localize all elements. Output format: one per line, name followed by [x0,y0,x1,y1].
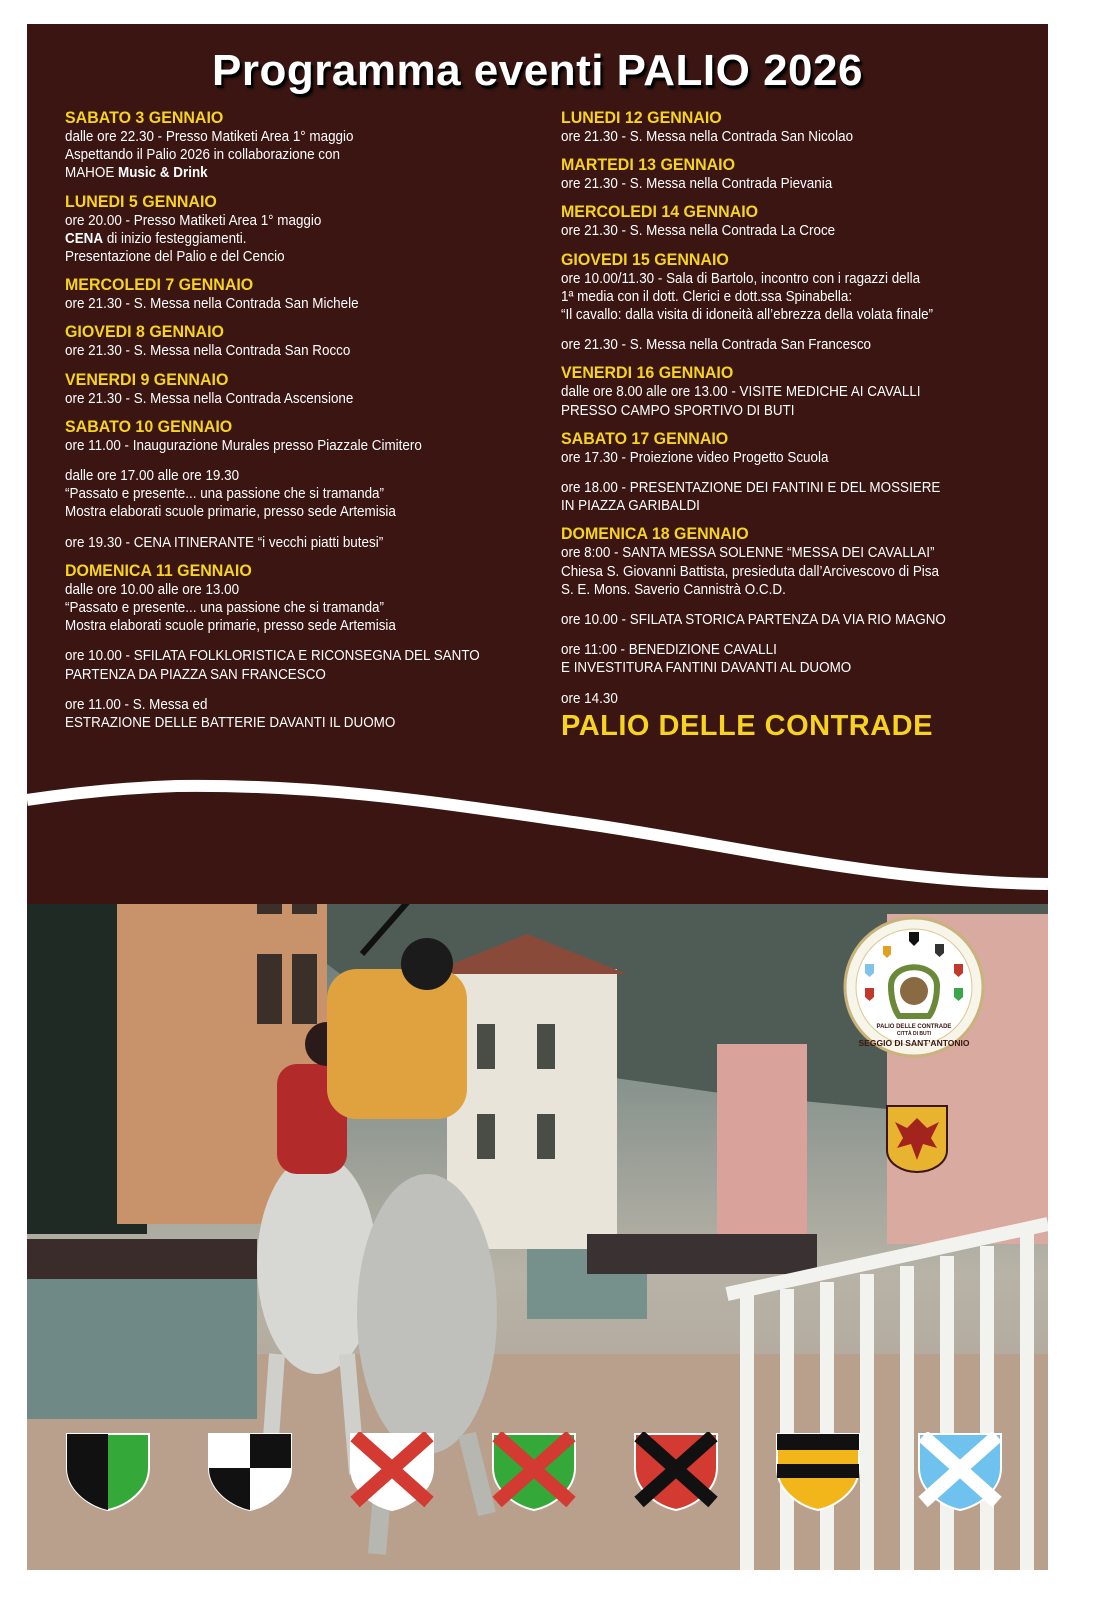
event-line: ore 10.00 - SFILATA STORICA PARTENZA DA VIA RIO MAGNO [561,612,946,629]
event-line: PRESSO CAMPO SPORTIVO DI BUTI [561,402,795,419]
event-line: ore 11:00 - BENEDIZIONE CAVALLI [561,642,777,659]
event-day: MERCOLEDI 7 GENNAIO [65,275,254,295]
event-line: dalle ore 17.00 alle ore 19.30 [65,468,240,485]
event-line: dalle ore 8.00 alle ore 13.00 - VISITE MEDICHE AI CAVALLI [561,384,921,401]
event-day: LUNEDI 12 GENNAIO [561,108,722,127]
event-day: LUNEDI 5 GENNAIO [65,191,217,211]
emblem-text-3: SEGGIO DI SANT'ANTONIO [858,1038,970,1048]
event-day: GIOVEDI 15 GENNAIO [561,249,729,269]
event-block [65,322,535,360]
event-line: dalle ore 10.00 alle ore 13.00 [65,581,240,598]
event-line: ore 14.30 [561,690,618,707]
spacer [561,599,1031,611]
shield-checkered-icon [207,1432,293,1512]
event-block [65,370,535,408]
wave-divider [27,764,1048,934]
emblem-text-1: PALIO DELLE CONTRADE [876,1024,952,1030]
event-day: DOMENICA 11 GENNAIO [65,560,252,580]
event-day: MERCOLEDI 14 GENNAIO [561,202,759,222]
event-line: ore 11.00 - S. Messa ed [65,696,208,713]
page-title: Programma eventi PALIO 2026 [212,46,863,95]
event-line: Mostra elaborati scuole primarie, presso sede Artemisia [65,504,396,521]
event-block [561,202,1031,240]
event-line: dalle ore 22.30 - Presso Matiketi Area 1° maggio [65,129,354,145]
event-line: ore 20.00 - Presso Matiketi Area 1° maggio [65,212,322,229]
event-line: “Passato e presente... una passione che si tramanda” [65,600,384,617]
spacer [561,467,1031,479]
event-line: ore 18.00 - PRESENTAZIONE DEI FANTINI E DEL MOSSIERE [561,480,941,497]
shield-black-red-cross-icon [633,1432,719,1512]
event-line: “Il cavallo: dalla visita di idoneità all’ebrezza della volata finale” [561,307,934,324]
event-line: ore 10.00/11.30 - Sala di Bartolo, incontro con i ragazzi della [561,270,921,287]
event-line: Mostra elaborati scuole primarie, presso sede Artemisia [65,618,396,635]
shield-red-cross-icon [349,1432,435,1512]
event-line: ESTRAZIONE DELLE BATTERIE DAVANTI IL DUOMO [65,715,396,732]
line-text: di inizio festeggiamenti. [103,230,247,247]
spacer [65,455,535,467]
event-block [561,524,1031,741]
shield-black-green-icon [65,1432,151,1512]
event-line: ore 21.30 - S. Messa nella Contrada Ascensione [65,390,354,407]
event-line: ore 11.00 - Inaugurazione Murales presso Piazzale Cimitero [65,437,422,454]
event-block [65,275,535,313]
event-line: Aspettando il Palio 2026 in collaborazione con [65,147,340,164]
event-line: ore 17.30 - Proiezione video Progetto Scuola [561,449,829,466]
event-block [65,561,535,732]
event-line: ore 21.30 - S. Messa nella Contrada Pievania [561,176,833,193]
event-day: VENERDI 9 GENNAIO [65,369,229,389]
event-line: ore 8:00 - SANTA MESSA SOLENNE “MESSA DEI CAVALLAI” [561,545,935,562]
event-day: MARTEDI 13 GENNAIO [561,155,736,175]
event-block [561,429,1031,516]
event-line: S. E. Mons. Saverio Cannistrà O.C.D. [561,581,786,598]
eagle-crest-icon [885,1104,949,1174]
contrade-emblem-icon [843,916,985,1058]
event-day: VENERDI 16 GENNAIO [561,363,734,383]
event-line: Chiesa S. Giovanni Battista, presieduta dall’Arcivescovo di Pisa [561,563,939,580]
spacer [561,629,1031,641]
event-line: ore 21.30 - S. Messa nella Contrada San Francesco [561,337,872,354]
event-block [561,155,1031,193]
event-line: IN PIAZZA GARIBALDI [561,498,700,515]
event-line: ore 21.30 - S. Messa nella Contrada La Croce [561,223,836,240]
event-block [561,108,1031,146]
schedule-left-column [65,108,535,741]
line-bold-text: CENA [65,230,104,247]
spacer [65,522,535,534]
event-line: Presentazione del Palio e del Cencio [65,249,285,266]
event-line: “Passato e presente... una passione che si tramanda” [65,486,384,503]
event-line: 1ª media con il dott. Clerici e dott.ssa Spinabella: [561,288,853,305]
event-line [65,230,507,248]
emblem-text-2: CITTÀ DI BUTI [896,1031,932,1037]
spacer [561,678,1031,690]
event-line: PARTENZA DA PIAZZA SAN FRANCESCO [65,666,326,683]
line-bold-text: Music & Drink [118,165,208,182]
event-day: SABATO 3 GENNAIO [65,108,224,127]
event-day: SABATO 17 GENNAIO [561,428,729,448]
spacer [561,324,1031,336]
shield-green-red-cross-icon [491,1432,577,1512]
event-day: DOMENICA 18 GENNAIO [561,524,749,544]
shield-blue-white-cross-icon [917,1432,1003,1512]
event-day: SABATO 10 GENNAIO [65,416,233,436]
event-line [65,164,507,182]
event-line: ore 21.30 - S. Messa nella Contrada San Rocco [65,343,351,360]
event-line: ore 10.00 - SFILATA FOLKLORISTICA E RICONSEGNA DEL SANTO [65,648,480,665]
final-event-title: PALIO DELLE CONTRADE [561,709,933,742]
event-line: E INVESTITURA FANTINI DAVANTI AL DUOMO [561,660,852,677]
event-block [65,108,535,183]
event-day: GIOVEDI 8 GENNAIO [65,322,224,342]
event-line: ore 21.30 - S. Messa nella Contrada San Nicolao [561,129,854,145]
event-line: ore 21.30 - S. Messa nella Contrada San Michele [65,296,359,313]
poster [27,24,1048,1570]
event-block [561,250,1031,355]
shield-black-yellow-icon [775,1432,861,1512]
line-text: MAHOE [65,165,119,182]
spacer [65,635,535,647]
event-block [65,192,535,267]
spacer [65,684,535,696]
event-line: ore 19.30 - CENA ITINERANTE “i vecchi piatti butesi” [65,534,384,551]
event-block [65,417,535,552]
schedule-right-column [561,108,1031,751]
event-block [561,363,1031,419]
